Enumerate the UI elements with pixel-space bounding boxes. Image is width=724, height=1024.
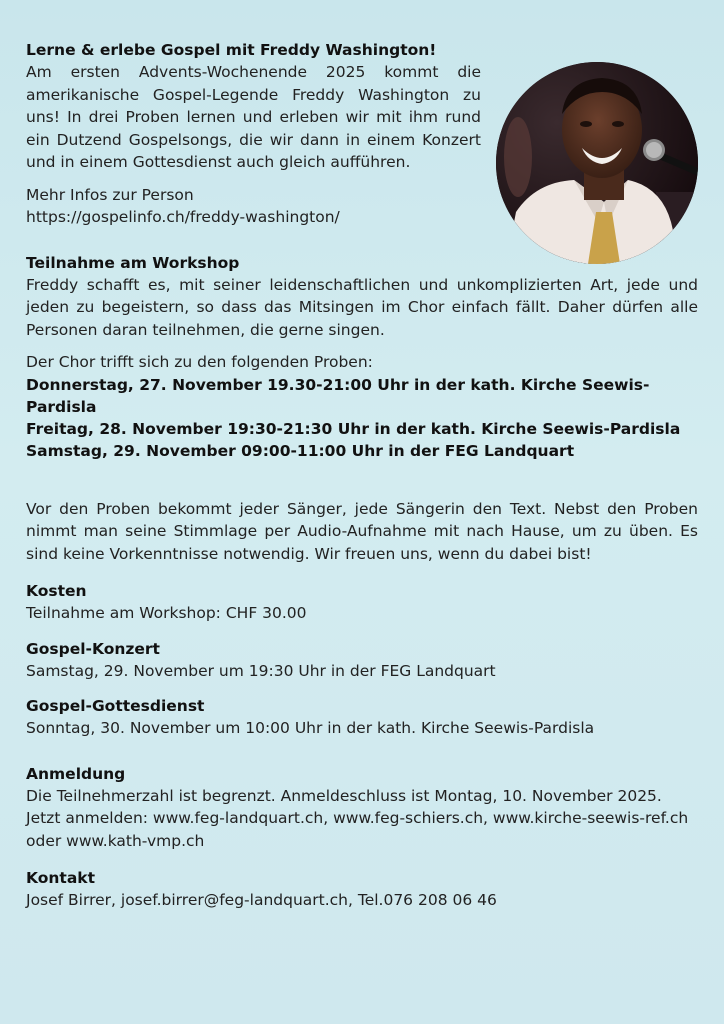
service-heading: Gospel-Gottesdienst: [26, 697, 205, 715]
concert-heading: Gospel-Konzert: [26, 639, 160, 658]
costs-section: [26, 581, 698, 625]
concert-text: Samstag, 29. November um 19:30 Uhr in der FEG Landquart: [26, 661, 496, 680]
costs-text: Teilnahme am Workshop: CHF 30.00: [26, 604, 307, 622]
intro-section: [26, 40, 481, 229]
service-section: [26, 696, 698, 740]
contact-heading: Kontakt: [26, 869, 96, 887]
intro-text: Am ersten Advents-Wochenende 2025 kommt die amerikanische Gospel-Legende Freddy Washington zu uns! In drei Proben lernen und erleben wir mit ihm rund ein Dutzend Gospelsongs, die wir dann in einem Konzert und in einem Gottesdienst auch gleich aufführen.: [26, 63, 481, 171]
registration-section: [26, 764, 698, 853]
workshop-heading: Teilnahme am Workshop: [26, 253, 240, 272]
rehearsal-item: Samstag, 29. November 09:00-11:00 Uhr in der FEG Landquart: [26, 441, 575, 460]
intro-heading: Lerne & erlebe Gospel mit Freddy Washington!: [26, 41, 437, 59]
registration-line2: Jetzt anmelden: www.feg-landquart.ch, www.feg-schiers.ch, www.kirche-seewis-ref.ch oder www.kath-vmp.ch: [26, 809, 689, 850]
concert-section: [26, 639, 698, 683]
workshop-section: [26, 253, 698, 566]
service-text: Sonntag, 30. November um 10:00 Uhr in der kath. Kirche Seewis-Pardisla: [26, 719, 595, 737]
workshop-details: Vor den Proben bekommt jeder Sänger, jede Sängerin den Text. Nebst den Proben nimmt man seine Stimmlage per Audio-Aufnahme mit nach Hause, um zu üben. Es sind keine Vorkenntnisse notwendig. Wir freuen uns, wenn du dabei bist!: [26, 499, 698, 563]
workshop-text: Freddy schafft es, mit seiner leidenschaftlichen und unkomplizierten Art, jede und jeden zu begeistern, so dass das Mitsingen im Chor einfach fällt. Daher dürfen alle Personen daran teilnehmen, die gerne singen.: [26, 275, 698, 339]
rehearsal-intro: Der Chor trifft sich zu den folgenden Proben:: [26, 353, 373, 371]
registration-line1: Die Teilnehmerzahl ist begrenzt. Anmeldeschluss ist Montag, 10. November 2025.: [26, 786, 662, 805]
more-info-url[interactable]: https://gospelinfo.ch/freddy-washington/: [26, 208, 340, 226]
more-info-label: Mehr Infos zur Person: [26, 185, 194, 204]
rehearsal-item: Freitag, 28. November 19:30-21:30 Uhr in der kath. Kirche Seewis-Pardisla: [26, 419, 681, 438]
rehearsal-item: Donnerstag, 27. November 19.30-21:00 Uhr in der kath. Kirche Seewis-Pardisla: [26, 375, 650, 416]
contact-text: Josef Birrer, josef.birrer@feg-landquart.ch, Tel.076 208 06 46: [26, 891, 497, 909]
registration-heading: Anmeldung: [26, 764, 126, 783]
contact-section: [26, 868, 698, 912]
costs-heading: Kosten: [26, 582, 87, 600]
flyer-content: [26, 40, 698, 912]
